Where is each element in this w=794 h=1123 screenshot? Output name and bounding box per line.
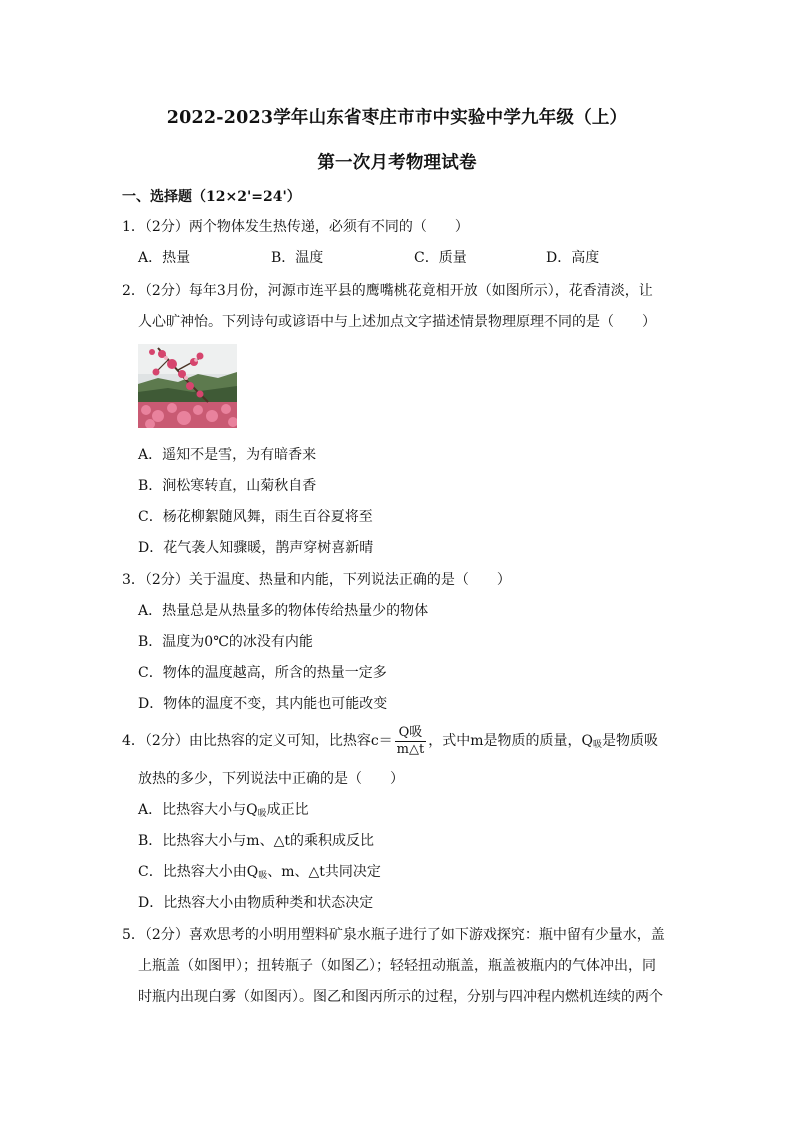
exam-title-line1: 2022-2023学年山东省枣庄市市中实验中学九年级（上） xyxy=(166,108,628,128)
exam-title-line2: 第一次月考物理试卷 xyxy=(317,153,477,173)
q4-option-a[interactable] xyxy=(138,801,309,823)
q4-option-d[interactable]: D．比热容大小由物质种类和状态决定 xyxy=(138,895,374,911)
q4-option-a-pre: A．比热容大小与Q xyxy=(138,802,258,818)
q1-option-b[interactable]: B．温度 xyxy=(271,250,324,266)
q2-option-c[interactable]: C．杨花柳絮随风舞，雨生百谷夏将至 xyxy=(138,509,373,525)
q4-option-c-pre: C．比热容大小由Q xyxy=(138,864,259,880)
question-4-stem-line1 xyxy=(122,724,658,762)
q2-option-d[interactable]: D．花气袭人知骤暖，鹊声穿树喜新晴 xyxy=(138,540,374,556)
q3-option-c[interactable]: C．物体的温度越高，所含的热量一定多 xyxy=(138,665,387,681)
section-heading: 一、选择题（12×2'=24'） xyxy=(122,189,301,205)
q4-option-a-post: 成正比 xyxy=(266,802,309,818)
q4-stem-subscript: 吸 xyxy=(592,740,602,750)
question-2-stem-line1: 2．（2分）每年3月份，河源市连平县的鹰嘴桃花竟相开放（如图所示），花香清淡，让 xyxy=(122,283,653,299)
question-5-stem-line1: 5．（2分）喜欢思考的小明用塑料矿泉水瓶子进行了如下游戏探究：瓶中留有少量水，盖 xyxy=(122,927,665,943)
q4-option-c-sub: 吸 xyxy=(258,871,268,881)
q4-option-c[interactable] xyxy=(138,863,381,885)
question-1-stem: 1．（2分）两个物体发生热传递，必须有不同的（ ） xyxy=(122,219,469,235)
q2-option-a[interactable]: A．遥知不是雪，为有暗香来 xyxy=(138,447,317,463)
q2-option-b[interactable]: B．涧松寒转直，山菊秋自香 xyxy=(138,478,317,494)
q4-stem-pre: 4．（2分）由比热容的定义可知，比热容c＝ xyxy=(122,733,393,749)
q4-option-a-sub: 吸 xyxy=(257,809,267,819)
q1-option-c[interactable]: C．质量 xyxy=(414,250,467,266)
specific-heat-formula xyxy=(395,725,427,758)
q4-stem-post: ，式中m是物质的质量，Q xyxy=(428,733,593,749)
q3-option-a[interactable]: A．热量总是从热量多的物体传给热量少的物体 xyxy=(138,603,429,619)
question-5-stem-line2: 上瓶盖（如图甲）；扭转瓶子（如图乙）；轻轻扭动瓶盖，瓶盖被瓶内的气体冲出，同 xyxy=(138,958,656,974)
question-5-stem-line3: 时瓶内出现白雾（如图丙）。图乙和图丙所示的过程，分别与四冲程内燃机连续的两个 xyxy=(138,989,663,1005)
q1-option-a[interactable]: A．热量 xyxy=(138,250,191,266)
q1-option-d[interactable]: D．高度 xyxy=(546,250,600,266)
formula-denominator: m△t xyxy=(396,741,425,757)
peach-blossom-photo xyxy=(138,344,237,428)
q3-option-d[interactable]: D．物体的温度不变，其内能也可能改变 xyxy=(138,696,388,712)
formula-numerator: Q吸 xyxy=(395,725,427,742)
q4-option-b[interactable]: B．比热容大小与m、△t的乘积成反比 xyxy=(138,833,374,849)
question-3-stem: 3．（2分）关于温度、热量和内能，下列说法正确的是（ ） xyxy=(122,572,511,588)
question-2-stem-line2: 人心旷神怡。下列诗句或谚语中与上述加点文字描述情景物理原理不同的是（ ） xyxy=(138,314,656,330)
q3-option-b[interactable]: B．温度为0℃的冰没有内能 xyxy=(138,634,313,650)
q4-option-c-post: 、m、△t共同决定 xyxy=(267,864,381,880)
question-4-stem-line2: 放热的多少，下列说法中正确的是（ ） xyxy=(138,771,404,787)
q4-stem-end: 是物质吸 xyxy=(602,733,658,749)
